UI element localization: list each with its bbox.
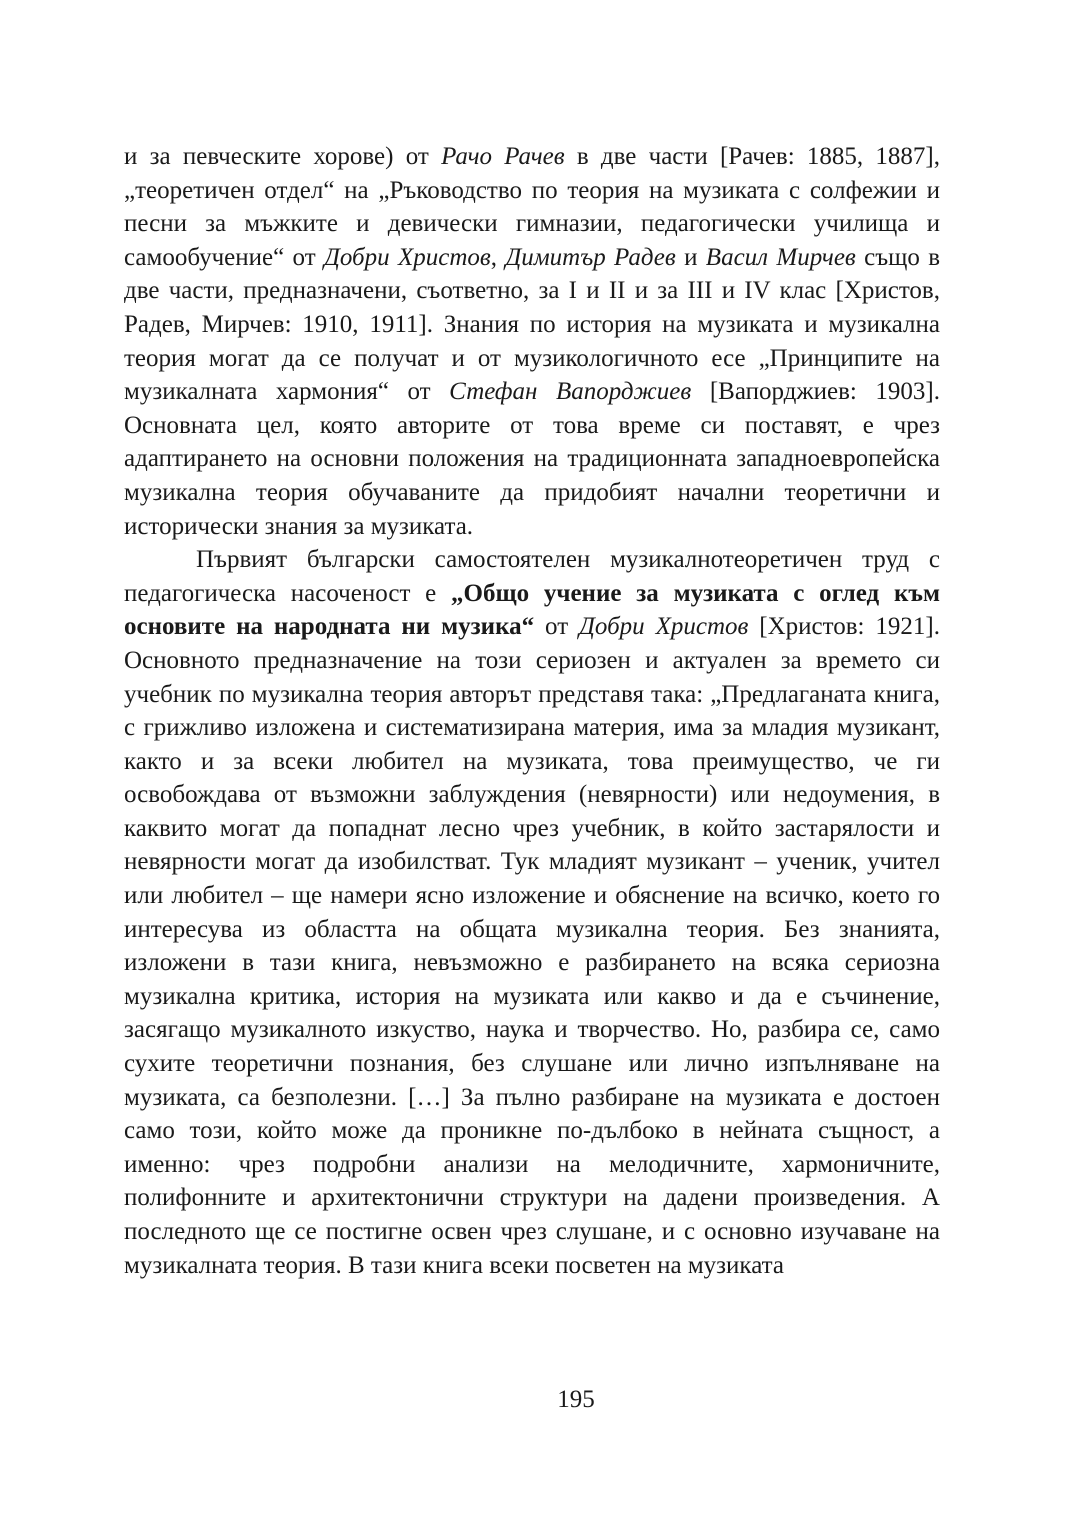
author-name-vapordzhiev: Стефан Вапорджиев <box>449 378 692 406</box>
author-name-radev: Димитър Радев <box>505 243 676 271</box>
page-body <box>124 140 940 1282</box>
text-run: и <box>675 243 706 271</box>
text-run: също в две части, предназначени, съответно, за I и II и за III и IV клас [Христов, Радев, Мирчев: 1910, 1911]. Знания по история на музиката и музикална теория могат да се получат и от музикологичното есе „Принципите на музикалната хармония“ от <box>124 243 940 406</box>
text-run: [Вапорджиев: 1903]. Основната цел, която авторите от това време си поставят, е чрез адаптирането на основни положения на традиционната западноевропейска музикална теория обучаваните да придобият начални теоретични и исторически знания за музиката. <box>124 378 941 540</box>
author-name-hristov: Добри Христов <box>579 613 749 641</box>
text-run: [Христов: 1921]. Основното предназначение на този сериозен и актуален за времето си учебник по музикална теория авторът представя така: „Предлаганата книга, с грижливо изложена и систематизирана материя, има за младия музикант, както и за всеки любител на музиката, това преимущество, че ги освобождава от възможни заблуждения (невярности) или недоумения, в каквито могат да попаднат лесно чрез учебник, в който застарялости и невярности могат да изобилстват. Тук младият музикант – ученик, учител или любител – ще намери ясно изложение и обяснение на всичко, което го интересува из областта на общата музикална теория. Без знанията, изложени в тази книга, невъзможно е разбирането на всяка сериозна музикална критика, история на музиката или какво и да е съчинение, засягащо музикалното изкуство, наука и творчество. Но, разбира се, само сухите теоретични познания, без слушане или лично изпълняване на музиката, са безполезни. […] За пълно разбиране на музиката е достоен само този, който може да проникне по-дълбоко в нейната същност, а именно: чрез подробни анализи на мелодичните, хармоничните, полифонните и архитектонични структури на дадени произведения. А последното ще се постигне освен чрез слушане, и с основно изучаване на музикалната теория. В тази книга всеки посветен на музиката <box>124 613 940 1279</box>
author-name-mirchev: Васил Мирчев <box>705 243 856 271</box>
text-run: от <box>534 613 580 641</box>
text-run: Първият български самостоятелен музикалнотеоретичен труд с педагогическа насоченост е <box>124 546 940 607</box>
book-title: „Общо учение за музиката с оглед към основите на народната ни музика“ <box>124 579 940 641</box>
paragraph-1 <box>124 140 940 543</box>
text-run: , <box>490 243 506 271</box>
author-name-hristov: Добри Христов <box>323 243 491 271</box>
page-number: 195 <box>557 1386 595 1413</box>
text-run: и за певческите хорове) от <box>124 143 442 170</box>
author-name-rachev: Рачо Рачев <box>441 143 565 170</box>
text-run: в две части [Рачев: 1885, 1887], „теоретичен отдел“ на „Ръководство по теория на музиката с солфежии и песни за мъжките и девически гимназии, педагогически училища и самообучение“ от <box>124 143 941 271</box>
paragraph-2 <box>124 543 940 1282</box>
